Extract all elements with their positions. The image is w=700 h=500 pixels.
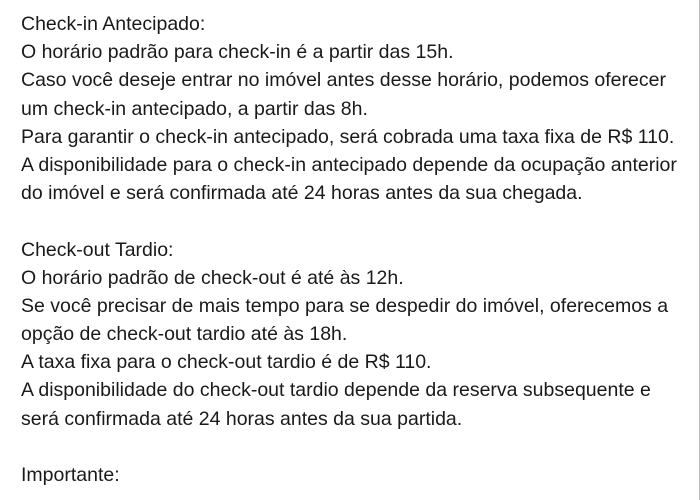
checkout-line: O horário padrão de check-out é até às 12h. [21, 266, 404, 289]
checkout-line: Se você precisar de mais tempo para se despedir do imóvel, oferecemos a [21, 294, 669, 317]
section-heading-checkin: Check-in Antecipado: [21, 13, 206, 35]
checkin-line: A disponibilidade para o check-in antecipado depende da ocupação anterior [21, 153, 677, 176]
paragraph-gap [21, 433, 691, 461]
message-body [21, 10, 691, 489]
checkin-line: Caso você deseje entrar no imóvel antes desse horário, podemos oferecer [21, 69, 666, 92]
checkout-line: será confirmada até 24 horas antes da sua partida. [21, 407, 463, 430]
section-heading-checkout: Check-out Tardio: [21, 238, 174, 261]
checkout-line: opção de check-out tardio até às 18h. [21, 323, 348, 346]
checkin-line: Para garantir o check-in antecipado, será cobrada uma taxa fixa de R$ 110. [21, 125, 675, 148]
checkin-line: O horário padrão para check-in é a partir das 15h. [21, 41, 454, 64]
checkout-line: A disponibilidade do check-out tardio depende da reserva subsequente e [21, 379, 651, 402]
section-heading-important: Importante: [21, 464, 120, 486]
checkout-line: A taxa fixa para o check-out tardio é de R$ 110. [21, 351, 432, 374]
checkin-line: um check-in antecipado, a partir das 8h. [21, 97, 368, 120]
checkin-line: do imóvel e será confirmada até 24 horas antes da sua chegada. [21, 182, 583, 205]
paragraph-gap [21, 207, 691, 235]
